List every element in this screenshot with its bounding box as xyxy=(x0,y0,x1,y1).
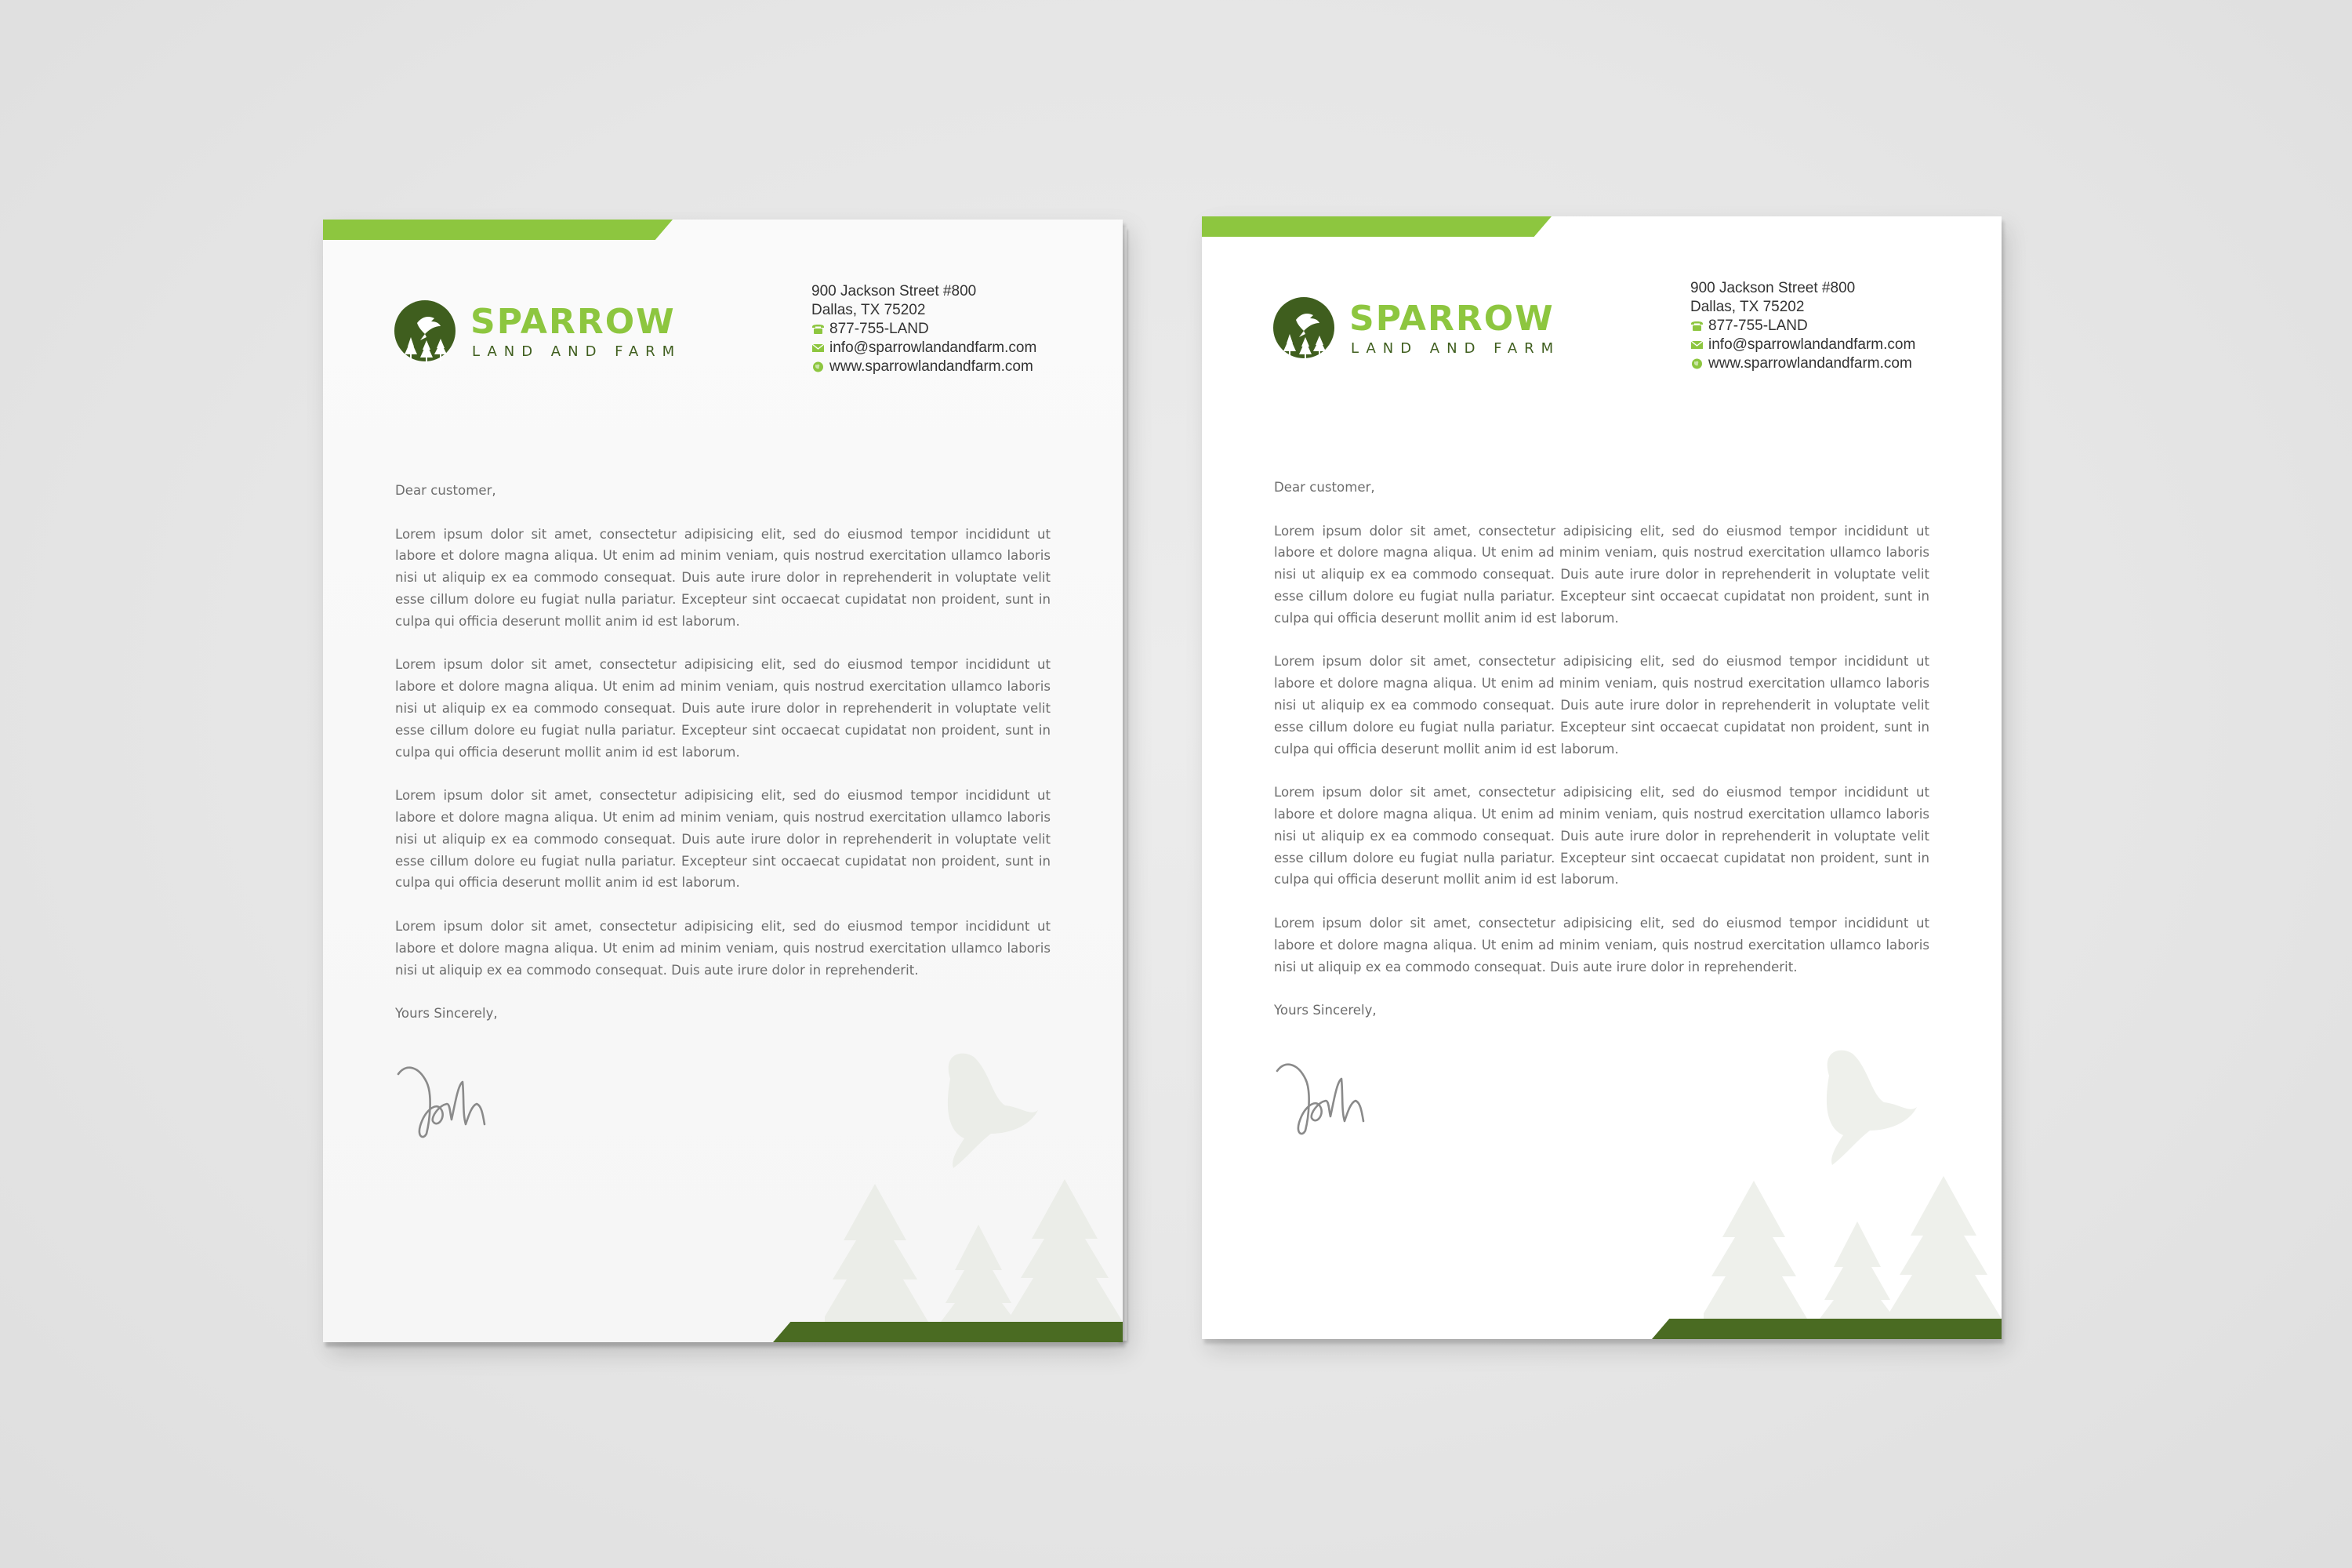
top-accent-bar xyxy=(323,220,673,240)
brand-tagline: LAND AND FARM xyxy=(472,343,682,360)
brand-logo xyxy=(394,299,723,370)
phone-number: 877-755-LAND xyxy=(1708,318,1808,334)
brand-name: SPARROW xyxy=(1349,299,1555,339)
letter-paragraph: Lorem ipsum dolor sit amet, consectetur adipisicing elit, sed do eiusmod tempor incididunt ut labore et dolore magna aliqua. Ut enim ad minim veniam, quis nostrud exercitation ullamco laboris nisi ut aliquip ex ea commodo consequat. Duis aute irure dolor in reprehenderit in voluptate velit esse cillum dolore eu fugiat nulla pariatur. Excepteur sint occaecat cupidatat non proident, sunt in culpa qui officia deserunt mollit anim id est laborum. xyxy=(395,657,1051,760)
letter-closing: Yours Sincerely, xyxy=(395,1006,498,1022)
letterhead-sheet-left xyxy=(323,220,1123,1342)
address-line-2: Dallas, TX 75202 xyxy=(811,302,926,318)
letter-paragraph: Lorem ipsum dolor sit amet, consectetur adipisicing elit, sed do eiusmod tempor incididunt ut labore et dolore magna aliqua. Ut enim ad minim veniam, quis nostrud exercitation ullamco laboris nisi ut aliquip ex ea commodo consequat. Duis aute irure dolor in reprehenderit in voluptate velit esse cillum dolore eu fugiat nulla pariatur. Excepteur sint occaecat cupidatat non proident, sunt in culpa qui officia deserunt mollit anim id est laborum. xyxy=(1274,523,1929,626)
sparrow-logo-icon xyxy=(394,299,456,367)
phone-row xyxy=(1690,317,1988,336)
contact-block xyxy=(811,282,1109,376)
letter-paragraph: Lorem ipsum dolor sit amet, consectetur adipisicing elit, sed do eiusmod tempor incididunt ut labore et dolore magna aliqua. Ut enim ad minim veniam, quis nostrud exercitation ullamco laboris nisi ut aliquip ex ea commodo consequat. Duis aute irure dolor in reprehenderit. xyxy=(395,918,1051,978)
letterhead-sheet-right xyxy=(1202,216,2002,1339)
website-url: www.sparrowlandandfarm.com xyxy=(829,358,1033,375)
globe-icon xyxy=(811,361,825,372)
email-row xyxy=(811,339,1109,358)
website-row xyxy=(1690,354,1988,373)
website-url: www.sparrowlandandfarm.com xyxy=(1708,355,1912,372)
bird-trees-watermark xyxy=(825,1051,1123,1322)
letter-body xyxy=(1274,477,1929,1044)
globe-icon xyxy=(1690,358,1704,369)
top-accent-bar xyxy=(1202,216,1552,237)
letter-closing: Yours Sincerely, xyxy=(1274,1003,1377,1018)
contact-block xyxy=(1690,279,1988,373)
bottom-accent-bar xyxy=(1652,1319,2002,1339)
bird-trees-watermark xyxy=(1704,1047,2002,1319)
signature-mark xyxy=(395,1058,497,1145)
email-address: info@sparrowlandandfarm.com xyxy=(1708,336,1916,353)
bottom-accent-bar xyxy=(773,1322,1123,1342)
letter-paragraph: Lorem ipsum dolor sit amet, consectetur adipisicing elit, sed do eiusmod tempor incididunt ut labore et dolore magna aliqua. Ut enim ad minim veniam, quis nostrud exercitation ullamco laboris nisi ut aliquip ex ea commodo consequat. Duis aute irure dolor in reprehenderit in voluptate velit esse cillum dolore eu fugiat nulla pariatur. Excepteur sint occaecat cupidatat non proident, sunt in culpa qui officia deserunt mollit anim id est laborum. xyxy=(395,526,1051,629)
brand-name: SPARROW xyxy=(470,302,676,342)
email-icon xyxy=(811,343,825,354)
letter-greeting: Dear customer, xyxy=(1274,480,1375,495)
letter-greeting: Dear customer, xyxy=(395,483,496,498)
letter-paragraph: Lorem ipsum dolor sit amet, consectetur adipisicing elit, sed do eiusmod tempor incididunt ut labore et dolore magna aliqua. Ut enim ad minim veniam, quis nostrud exercitation ullamco laboris nisi ut aliquip ex ea commodo consequat. Duis aute irure dolor in reprehenderit in voluptate velit esse cillum dolore eu fugiat nulla pariatur. Excepteur sint occaecat cupidatat non proident, sunt in culpa qui officia deserunt mollit anim id est laborum. xyxy=(1274,654,1929,757)
website-row xyxy=(811,358,1109,376)
letter-paragraph: Lorem ipsum dolor sit amet, consectetur adipisicing elit, sed do eiusmod tempor incididunt ut labore et dolore magna aliqua. Ut enim ad minim veniam, quis nostrud exercitation ullamco laboris nisi ut aliquip ex ea commodo consequat. Duis aute irure dolor in reprehenderit in voluptate velit esse cillum dolore eu fugiat nulla pariatur. Excepteur sint occaecat cupidatat non proident, sunt in culpa qui officia deserunt mollit anim id est laborum. xyxy=(1274,785,1929,887)
phone-icon xyxy=(1690,321,1704,332)
email-icon xyxy=(1690,339,1704,350)
letter-paragraph: Lorem ipsum dolor sit amet, consectetur adipisicing elit, sed do eiusmod tempor incididunt ut labore et dolore magna aliqua. Ut enim ad minim veniam, quis nostrud exercitation ullamco laboris nisi ut aliquip ex ea commodo consequat. Duis aute irure dolor in reprehenderit. xyxy=(1274,915,1929,975)
address-line-2: Dallas, TX 75202 xyxy=(1690,299,1805,315)
email-row xyxy=(1690,336,1988,354)
brand-tagline: LAND AND FARM xyxy=(1351,340,1561,357)
brand-logo xyxy=(1272,296,1602,367)
sparrow-logo-icon xyxy=(1272,296,1335,364)
letter-body xyxy=(395,480,1051,1047)
email-address: info@sparrowlandandfarm.com xyxy=(829,339,1037,356)
phone-number: 877-755-LAND xyxy=(829,321,929,337)
phone-row xyxy=(811,320,1109,339)
signature-mark xyxy=(1274,1055,1376,1142)
address-line-1: 900 Jackson Street #800 xyxy=(1690,280,1856,296)
address-line-1: 900 Jackson Street #800 xyxy=(811,283,977,299)
phone-icon xyxy=(811,324,825,335)
letter-paragraph: Lorem ipsum dolor sit amet, consectetur adipisicing elit, sed do eiusmod tempor incididunt ut labore et dolore magna aliqua. Ut enim ad minim veniam, quis nostrud exercitation ullamco laboris nisi ut aliquip ex ea commodo consequat. Duis aute irure dolor in reprehenderit in voluptate velit esse cillum dolore eu fugiat nulla pariatur. Excepteur sint occaecat cupidatat non proident, sunt in culpa qui officia deserunt mollit anim id est laborum. xyxy=(395,788,1051,891)
